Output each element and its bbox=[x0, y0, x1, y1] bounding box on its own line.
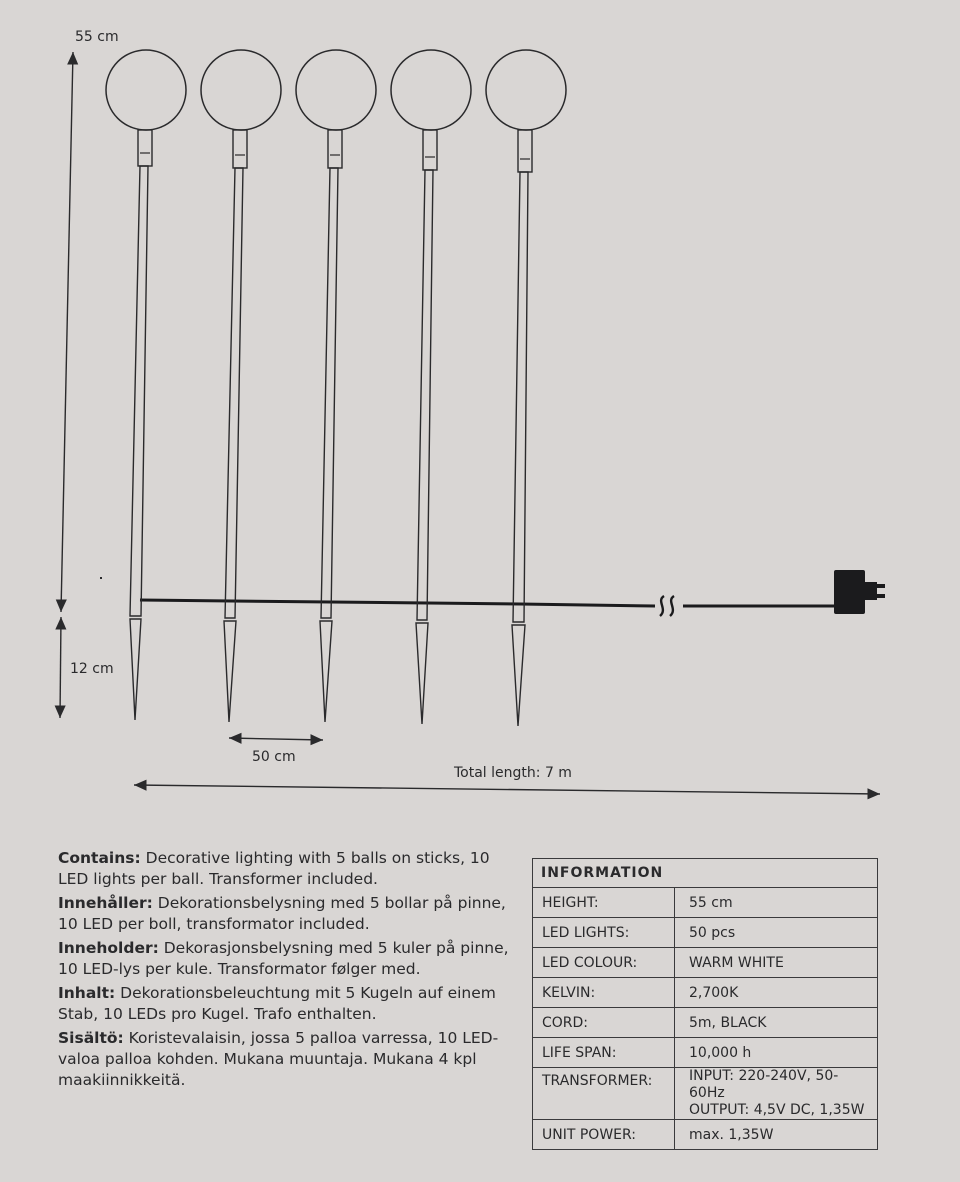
info-value: 5m, BLACK bbox=[675, 1008, 878, 1038]
info-key: KELVIN: bbox=[533, 978, 675, 1008]
spacing-dimension bbox=[229, 738, 323, 765]
description-finnish: Sisältö: Koristevalaisin, jossa 5 palloa varressa, 10 LED-valoa palloa kohden. Mukana muuntaja. Mukana 4 kpl maakiinnikkeitä. bbox=[58, 1029, 499, 1089]
table-row bbox=[533, 1120, 878, 1150]
total-length-label: Total length: 7 m bbox=[454, 765, 572, 781]
info-key: TRANSFORMER: bbox=[533, 1068, 675, 1120]
table-row bbox=[533, 1038, 878, 1068]
cord-break-icon bbox=[660, 596, 674, 616]
ball-stake bbox=[486, 50, 566, 726]
info-value: 50 pcs bbox=[675, 918, 878, 948]
ball-stakes bbox=[106, 50, 566, 726]
stake-label: 12 cm bbox=[70, 661, 114, 677]
total-length-dimension bbox=[134, 765, 880, 794]
description-german: Inhalt: Dekorationsbeleuchtung mit 5 Kugeln auf einem Stab, 10 LEDs pro Kugel. Trafo enthalten. bbox=[58, 984, 496, 1023]
transformer-output: OUTPUT: 4,5V DC, 1,35W bbox=[689, 1102, 865, 1118]
table-row bbox=[533, 888, 878, 918]
height-dimension bbox=[61, 29, 119, 612]
ball-stake bbox=[201, 50, 281, 722]
spacing-label: 50 cm bbox=[252, 749, 296, 765]
info-key: LIFE SPAN: bbox=[533, 1038, 675, 1068]
table-row bbox=[533, 1008, 878, 1038]
stake-dimension bbox=[60, 617, 114, 718]
info-key: LED LIGHTS: bbox=[533, 918, 675, 948]
info-value: WARM WHITE bbox=[675, 948, 878, 978]
info-value bbox=[675, 1068, 878, 1120]
ball-stake bbox=[296, 50, 376, 722]
info-key: CORD: bbox=[533, 1008, 675, 1038]
info-key: LED COLOUR: bbox=[533, 948, 675, 978]
info-key: UNIT POWER: bbox=[533, 1120, 675, 1150]
ball-stake bbox=[391, 50, 471, 724]
table-row bbox=[533, 978, 878, 1008]
info-value: 2,700K bbox=[675, 978, 878, 1008]
ball-stake bbox=[106, 50, 186, 720]
information-title: INFORMATION bbox=[533, 859, 878, 888]
table-row bbox=[533, 1068, 878, 1120]
table-row bbox=[533, 948, 878, 978]
transformer-icon bbox=[834, 570, 885, 614]
height-label: 55 cm bbox=[75, 29, 119, 45]
info-value: 10,000 h bbox=[675, 1038, 878, 1068]
info-value: 55 cm bbox=[675, 888, 878, 918]
description-swedish: Innehåller: Dekorationsbelysning med 5 bollar på pinne, 10 LED per boll, transformator included. bbox=[58, 894, 506, 933]
table-row bbox=[533, 918, 878, 948]
transformer-input: INPUT: 220-240V, 50-60Hz bbox=[689, 1068, 839, 1101]
info-value: max. 1,35W bbox=[675, 1120, 878, 1150]
product-description bbox=[58, 848, 518, 1094]
power-cord bbox=[100, 578, 835, 616]
description-norwegian: Inneholder: Dekorasjonsbelysning med 5 kuler på pinne, 10 LED-lys per kule. Transformator følger med. bbox=[58, 939, 509, 978]
information-table bbox=[532, 858, 878, 1150]
description-english: Contains: Decorative lighting with 5 balls on sticks, 10 LED lights per ball. Transformer included. bbox=[58, 849, 490, 888]
info-key: HEIGHT: bbox=[533, 888, 675, 918]
